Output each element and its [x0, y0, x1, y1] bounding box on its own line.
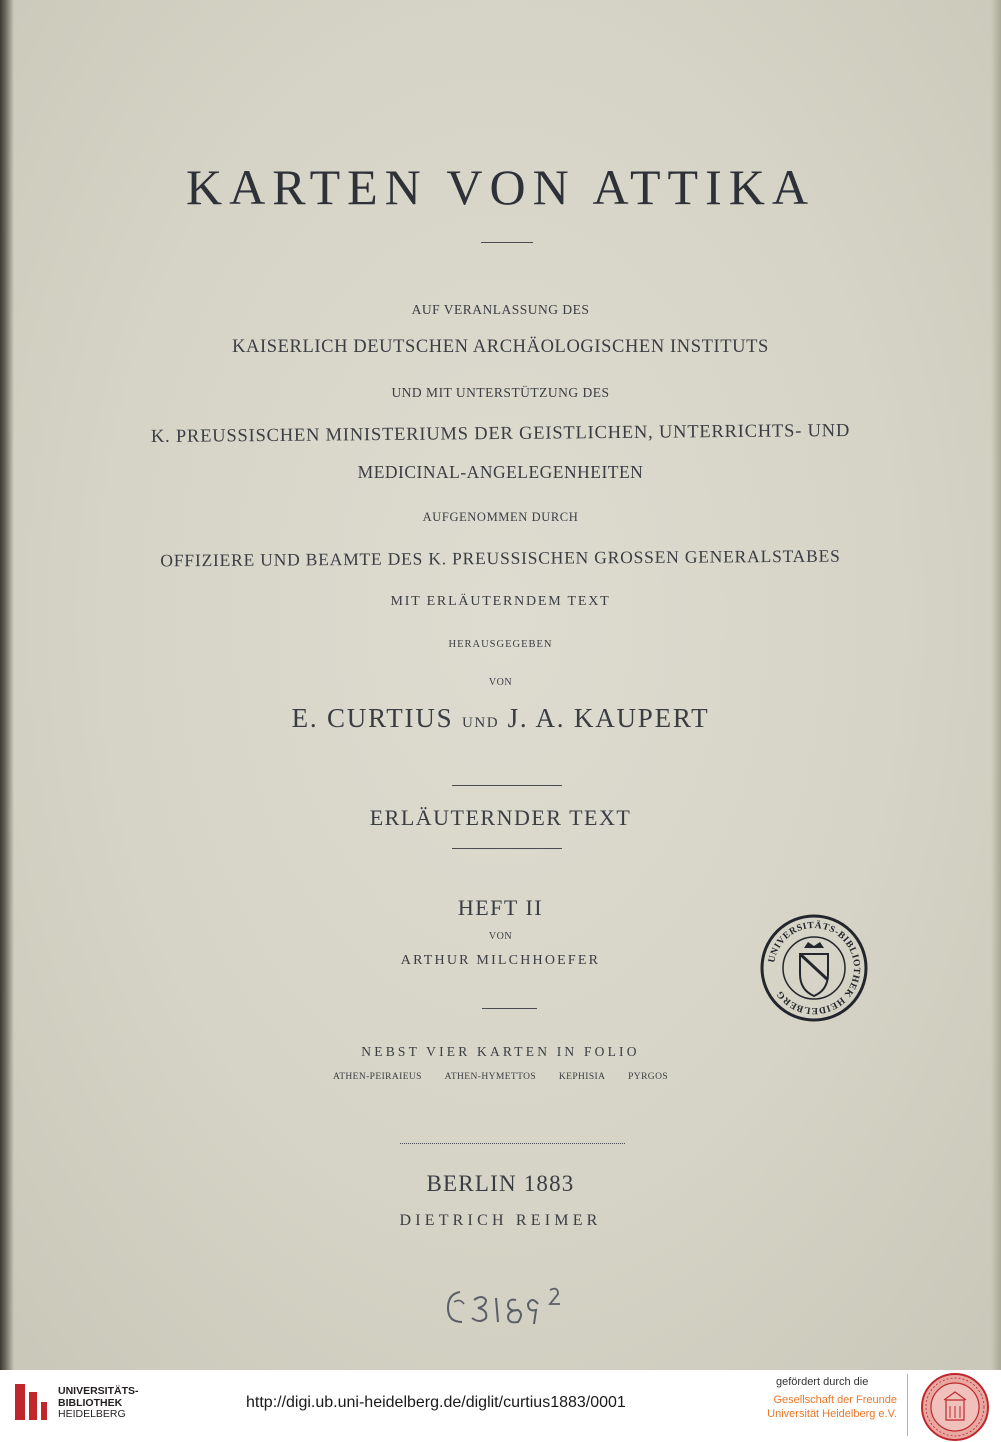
section-title: ERLÄUTERNDER TEXT: [369, 805, 632, 830]
place-and-year: BERLIN 1883: [426, 1171, 575, 1196]
editors-line: [0, 703, 1001, 734]
subtitle-line: AUF VERANLASSUNG DES: [411, 302, 590, 317]
library-logo-icon: [11, 1378, 49, 1426]
university-seal-icon: [920, 1372, 990, 1442]
subtitle-line: KAISERLICH DEUTSCHEN ARCHÄOLOGISCHEN INSTITUTS: [232, 337, 769, 357]
book-title: KARTEN VON ATTIKA: [186, 159, 815, 215]
subtitle-line: HERAUSGEGEBEN: [448, 639, 553, 650]
map-name: KEPHISIA: [558, 1072, 606, 1082]
map-name: PYRGOS: [628, 1072, 669, 1082]
handwritten-shelfmark: [438, 1282, 598, 1334]
author-name: ARTHUR MILCHHOEFER: [400, 953, 601, 968]
sponsor-name-line: Universität Heidelberg e.V.: [767, 1407, 897, 1420]
editor-name: E. CURTIUS: [291, 703, 454, 733]
maps-list: [0, 1072, 1001, 1082]
sponsor-name: [767, 1394, 897, 1421]
subtitle-line: OFFIZIERE UND BEAMTE DES K. PREUSSISCHEN GROSSEN GENERALSTABES: [160, 545, 841, 571]
divider-rule: [452, 848, 562, 849]
library-stamp: [758, 912, 870, 1024]
subtitle-line: MIT ERLÄUTERNDEM TEXT: [390, 594, 611, 609]
subtitle-line: UND MIT UNTERSTÜTZUNG DES: [391, 385, 610, 400]
sponsor-label: gefördert durch die: [776, 1376, 869, 1388]
library-name-line: HEIDELBERG: [58, 1408, 126, 1420]
stamp-text: UNIVERSITÄTS-BIBLIOTHEK HEIDELBERG: [767, 920, 862, 1016]
divider-rule: [481, 242, 533, 243]
sponsor-divider: [907, 1374, 908, 1436]
sponsor-name-line: Gesellschaft der Freunde: [773, 1394, 897, 1406]
subtitle-line: VON: [488, 677, 513, 688]
subtitle-line: MEDICINAL-ANGELEGENHEITEN: [357, 462, 644, 482]
library-name-line: UNIVERSITÄTS-: [58, 1385, 139, 1397]
divider-rule: [400, 1143, 625, 1144]
divider-rule: [482, 1008, 537, 1009]
subtitle-line: AUFGENOMMEN DURCH: [422, 510, 579, 524]
library-name-line: BIBLIOTHEK: [58, 1396, 123, 1409]
subtitle-line: K. PREUSSISCHEN MINISTERIUMS DER GEISTLICHEN, UNTERRICHTS- UND: [150, 420, 851, 448]
editor-connector: UND: [462, 715, 500, 731]
map-name: ATHEN-HYMETTOS: [444, 1072, 537, 1082]
maps-heading: NEBST VIER KARTEN IN FOLIO: [361, 1044, 640, 1059]
permalink-url[interactable]: http://digi.ub.uni-heidelberg.de/diglit/curtius1883/0001: [246, 1394, 626, 1411]
editor-name: J. A. KAUPERT: [507, 703, 710, 733]
viewer-footer: [0, 1370, 1001, 1442]
volume-number: HEFT II: [457, 895, 544, 920]
library-name: [58, 1386, 139, 1421]
volume-by: VON: [488, 931, 513, 942]
map-name: ATHEN-PEIRAIEUS: [332, 1072, 422, 1082]
publisher-name: DIETRICH REIMER: [399, 1212, 602, 1229]
divider-rule: [452, 785, 562, 786]
